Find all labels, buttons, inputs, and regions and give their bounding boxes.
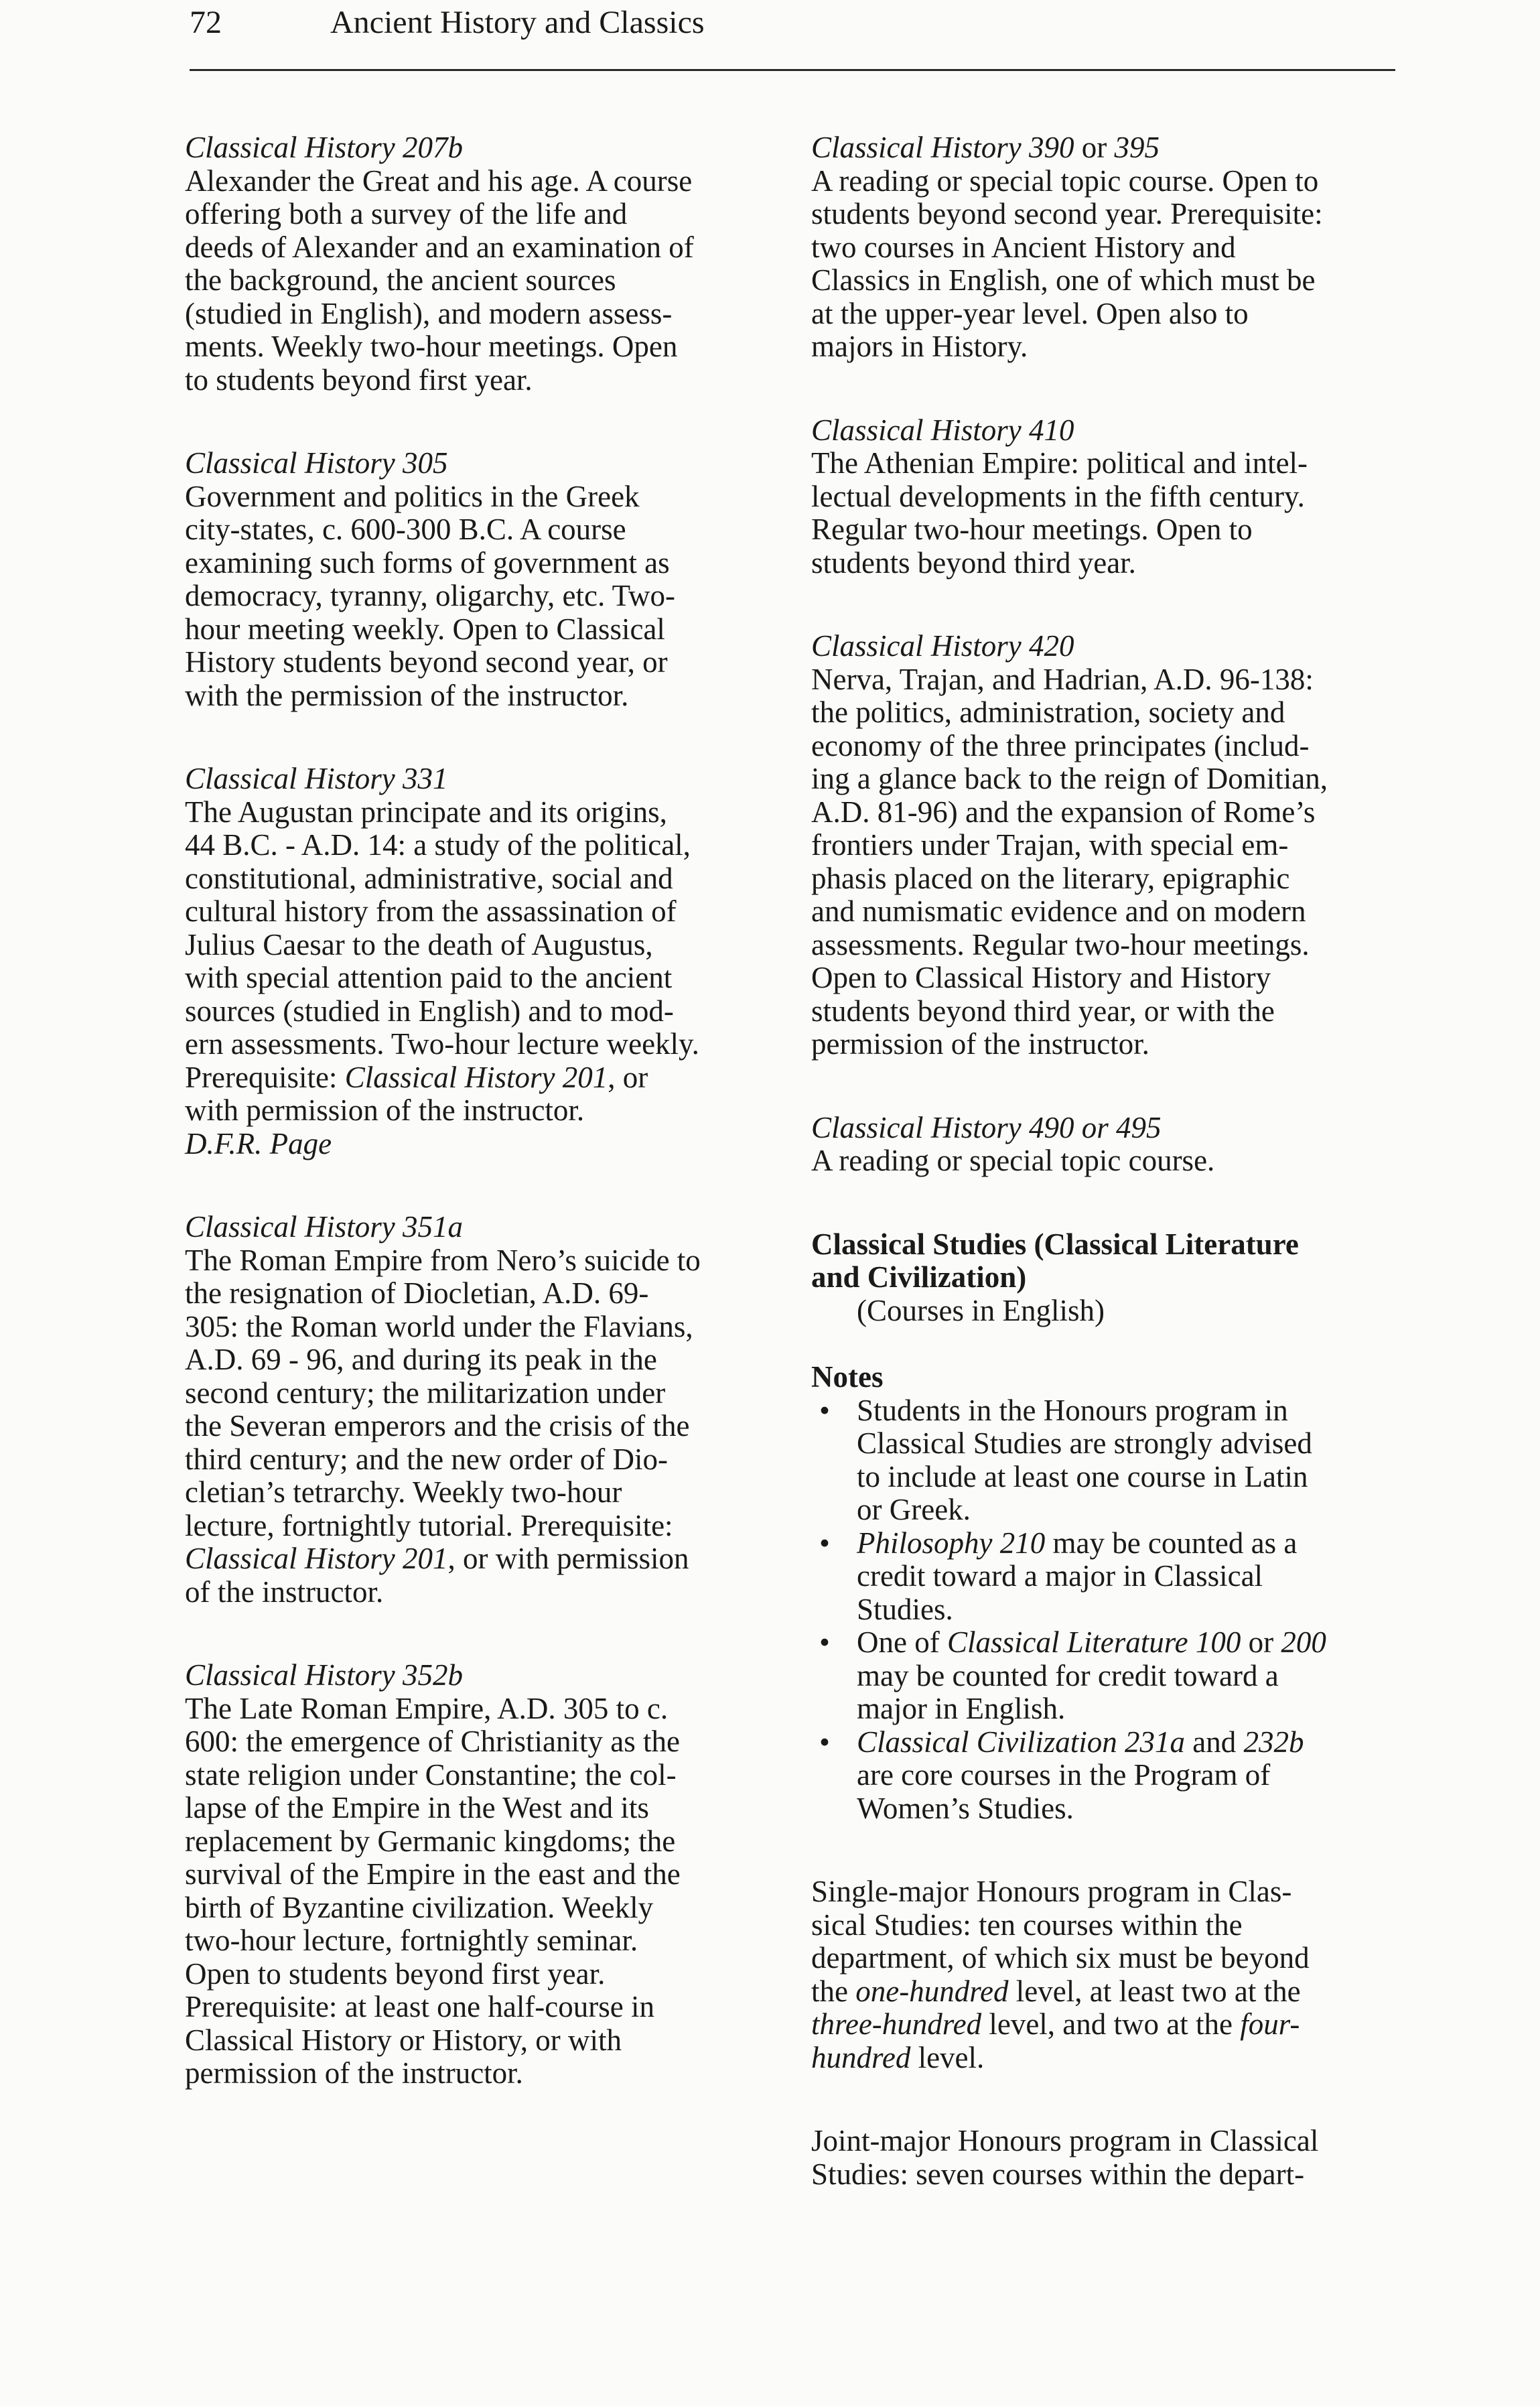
text-line: permission of the instructor.: [811, 1027, 1149, 1061]
course-title-a: Classical History 390: [811, 131, 1074, 164]
text-line: students beyond third year, or with the: [811, 994, 1275, 1028]
course-title-b: 395: [1114, 131, 1160, 164]
running-header: [190, 1, 1395, 44]
text-line: [857, 1527, 1407, 1560]
text-line: second century; the militarization under: [185, 1376, 666, 1410]
text-line: or Greek.: [857, 1493, 971, 1526]
text-line: survival of the Empire in the east and the: [185, 1857, 681, 1891]
text-line: with the permission of the instructor.: [185, 678, 629, 712]
text-line: the background, the ancient sources: [185, 263, 616, 297]
text-line: assessments. Regular two-hour meetings.: [811, 927, 1310, 961]
text-line: Alexander the Great and his age. A course: [185, 163, 693, 198]
text-line: of the instructor.: [185, 1575, 384, 1609]
prereq-rest: , or: [608, 1060, 648, 1094]
course-title: Classical History 305: [185, 446, 448, 480]
emphasis: four-: [1240, 2007, 1300, 2041]
text-line: sources (studied in English) and to mod-: [185, 994, 674, 1028]
text-line: replacement by Germanic kingdoms; the: [185, 1824, 676, 1858]
text-line: lapse of the Empire in the West and its: [185, 1791, 649, 1824]
text-line: offering both a survey of the life and: [185, 197, 628, 230]
course-entry: [811, 630, 1407, 1061]
course-description: [811, 447, 1407, 580]
prereq-course: Classical History 201: [344, 1060, 608, 1094]
text-line: with permission of the instructor.: [185, 1093, 585, 1127]
text-line: Regular two-hour meetings. Open to: [811, 513, 1253, 546]
note-item: [811, 1394, 1407, 1527]
text-line: The Athenian Empire: political and intel-: [811, 446, 1308, 480]
course-description: [185, 796, 788, 1161]
emphasis: three-hundred: [811, 2007, 982, 2041]
emphasis: hundred: [811, 2040, 911, 2074]
text-line: Joint-major Honours program in Classical: [811, 2124, 1319, 2157]
text-line: at the upper-year level. Open also to: [811, 296, 1249, 330]
section-heading-line: Classical Studies (Classical Literature: [811, 1227, 1299, 1261]
bullet-icon: •: [819, 1625, 830, 1659]
text-line: Classical History or History, or with: [185, 2023, 622, 2057]
text-line: Julius Caesar to the death of Augustus,: [185, 927, 653, 961]
course-description: [811, 1144, 1407, 1178]
text-line: Nerva, Trajan, and Hadrian, A.D. 96-138:: [811, 662, 1314, 696]
bullet-icon: •: [819, 1725, 830, 1759]
text-line: 44 B.C. - A.D. 14: a study of the political,: [185, 828, 691, 862]
prerequisite-line: [185, 1542, 788, 1576]
text-line: the resignation of Diocletian, A.D. 69-: [185, 1276, 649, 1310]
text-line: examining such forms of government as: [185, 545, 670, 580]
text-line: Students in the Honours program in: [857, 1393, 1288, 1427]
text-line: 305: the Roman world under the Flavians,: [185, 1309, 693, 1343]
text-line: (studied in English), and modern assess-: [185, 296, 673, 330]
course-title: Classical History 352b: [185, 1658, 464, 1692]
page-number: 72: [190, 5, 222, 40]
text-line: two-hour lecture, fortnightly seminar.: [185, 1924, 638, 1957]
text-line: the politics, administration, society and: [811, 695, 1285, 729]
text-line: Open to students beyond first year.: [185, 1956, 606, 1991]
emphasis: one-hundred: [855, 1974, 1009, 2008]
notes-list: [811, 1394, 1407, 1826]
text-line: Government and politics in the Greek: [185, 479, 640, 513]
course-description: [185, 165, 788, 397]
text-line: lecture, fortnightly tutorial. Prerequisite:: [185, 1508, 673, 1542]
course-entry: [811, 131, 1407, 364]
left-column: [185, 131, 788, 2141]
course-description: [185, 480, 788, 713]
text-line: may be counted for credit toward a: [857, 1658, 1279, 1692]
note-item: [811, 1527, 1407, 1627]
text-line: The Late Roman Empire, A.D. 305 to c.: [185, 1691, 669, 1725]
text-line: A.D. 69 - 96, and during its peak in the: [185, 1343, 657, 1376]
text-line: to include at least one course in Latin: [857, 1459, 1308, 1493]
course-entry: [811, 414, 1407, 580]
text-span: level, and two at the: [981, 2007, 1241, 2041]
text-line: economy of the three principates (includ-: [811, 728, 1310, 762]
text-line: permission of the instructor.: [185, 2056, 523, 2090]
course-title: Classical History 207b: [185, 131, 464, 164]
course-entry: [185, 131, 788, 397]
text-line: to students beyond first year.: [185, 362, 533, 397]
text-line: [857, 1626, 1407, 1660]
joint-major-paragraph: [811, 2125, 1407, 2191]
course-entry: [185, 1659, 788, 2090]
text-line: are core courses in the Program of: [857, 1758, 1271, 1792]
course-title: [811, 131, 1407, 165]
prereq-label: Prerequisite:: [185, 1060, 345, 1094]
text-span: One of: [857, 1625, 947, 1659]
section-subtitle: (Courses in English): [857, 1293, 1105, 1327]
prereq-course: Classical History 201: [185, 1542, 448, 1575]
text-line: students beyond second year. Prerequisite:: [811, 197, 1323, 230]
header-rule: [190, 69, 1395, 71]
text-line: [811, 1975, 1407, 2009]
text-span: level.: [910, 2040, 985, 2074]
text-line: frontiers under Trajan, with special em-: [811, 828, 1289, 862]
text-line: with special attention paid to the ancient: [185, 961, 673, 994]
section-heading: [811, 1228, 1407, 1294]
course-ref: Classical Literature 100: [947, 1625, 1241, 1659]
course-entry: [811, 1112, 1407, 1178]
text-line: 600: the emergence of Christianity as the: [185, 1725, 680, 1758]
text-span: or: [1241, 1625, 1281, 1659]
course-title: Classical History 420: [811, 629, 1074, 663]
text-span: the: [811, 1974, 856, 2008]
text-line: A reading or special topic course. Open to: [811, 163, 1319, 198]
course-description: [185, 1244, 788, 1609]
text-line: [811, 2008, 1407, 2042]
note-item: [811, 1726, 1407, 1826]
text-line: democracy, tyranny, oligarchy, etc. Two-: [185, 579, 675, 612]
text-line: A.D. 81-96) and the expansion of Rome’s: [811, 795, 1316, 829]
course-title: Classical History 490 or 495: [811, 1110, 1162, 1144]
text-line: department, of which six must be beyond: [811, 1941, 1310, 1975]
text-line: credit toward a major in Classical: [857, 1559, 1263, 1593]
course-title: Classical History 351a: [185, 1210, 464, 1244]
text-span: level, at least two at the: [1008, 1974, 1301, 2008]
text-line: ern assessments. Two-hour lecture weekly.: [185, 1027, 699, 1061]
text-line: Studies: seven courses within the depart-: [811, 2157, 1305, 2191]
text-line: state religion under Constantine; the col-: [185, 1757, 677, 1792]
text-line: Classical Studies are strongly advised: [857, 1426, 1312, 1460]
course-title: Classical History 410: [811, 413, 1074, 447]
text-line: Single-major Honours program in Clas-: [811, 1875, 1292, 1908]
text-line: deeds of Alexander and an examination of: [185, 230, 694, 264]
right-column: [811, 131, 1407, 2241]
bullet-icon: •: [819, 1526, 830, 1560]
text-line: students beyond third year.: [811, 545, 1136, 580]
prerequisite-line: [185, 1061, 788, 1095]
note-item: [811, 1626, 1407, 1726]
bullet-icon: •: [819, 1393, 830, 1427]
section-heading-line: and Civilization): [811, 1260, 1027, 1294]
text-line: cultural history from the assassination of: [185, 894, 677, 928]
course-entry: [185, 762, 788, 1160]
text-line: the Severan emperors and the crisis of the: [185, 1409, 690, 1443]
course-description: [811, 165, 1407, 364]
text-line: Classics in English, one of which must be: [811, 263, 1316, 297]
course-ref: Philosophy 210: [857, 1526, 1046, 1560]
single-major-paragraph: [811, 1875, 1407, 2074]
text-line: [857, 1726, 1407, 1759]
text-line: The Roman Empire from Nero’s suicide to: [185, 1243, 701, 1277]
text-line: hour meeting weekly. Open to Classical: [185, 612, 665, 646]
text-line: The Augustan principate and its origins,: [185, 795, 667, 829]
prereq-rest: , or with permission: [447, 1542, 689, 1575]
instructor-name: D.F.R. Page: [185, 1126, 332, 1160]
text-span: and: [1185, 1725, 1244, 1759]
course-ref: Classical Civilization 231a: [857, 1725, 1186, 1759]
text-line: History students beyond second year, or: [185, 645, 668, 679]
text-line: Prerequisite: at least one half-course in: [185, 1990, 654, 2023]
header-title: Ancient History and Classics: [330, 5, 705, 40]
text-line: Studies.: [857, 1592, 953, 1626]
text-line: ments. Weekly two-hour meetings. Open: [185, 330, 678, 363]
text-line: lectual developments in the fifth century.: [811, 479, 1305, 513]
text-line: and numismatic evidence and on modern: [811, 894, 1306, 928]
text-line: A reading or special topic course.: [811, 1144, 1215, 1177]
text-line: majors in History.: [811, 330, 1028, 363]
text-span: may be counted as a: [1045, 1526, 1298, 1560]
text-line: sical Studies: ten courses within the: [811, 1908, 1243, 1942]
text-line: ing a glance back to the reign of Domitian,: [811, 762, 1328, 795]
text-line: third century; and the new order of Dio-: [185, 1442, 669, 1476]
text-line: phasis placed on the literary, epigraphic: [811, 861, 1290, 895]
text-line: cletian’s tetrarchy. Weekly two-hour: [185, 1475, 622, 1509]
text-line: birth of Byzantine civilization. Weekly: [185, 1890, 654, 1924]
text-line: major in English.: [857, 1692, 1066, 1725]
course-entry: [185, 447, 788, 712]
course-description: [185, 1692, 788, 2090]
course-description: [811, 663, 1407, 1061]
course-title: Classical History 331: [185, 762, 448, 795]
course-entry: [185, 1211, 788, 1609]
text-line: two courses in Ancient History and: [811, 230, 1236, 264]
text-line: constitutional, administrative, social and: [185, 861, 673, 895]
course-title-join: or: [1074, 131, 1115, 164]
course-ref: 200: [1281, 1625, 1326, 1659]
text-line: city-states, c. 600-300 B.C. A course: [185, 513, 626, 546]
text-line: Open to Classical History and History: [811, 961, 1271, 994]
text-line: Women’s Studies.: [857, 1791, 1074, 1825]
text-line: [811, 2042, 1407, 2075]
course-ref: 232b: [1243, 1725, 1304, 1759]
notes-heading: Notes: [811, 1360, 884, 1394]
